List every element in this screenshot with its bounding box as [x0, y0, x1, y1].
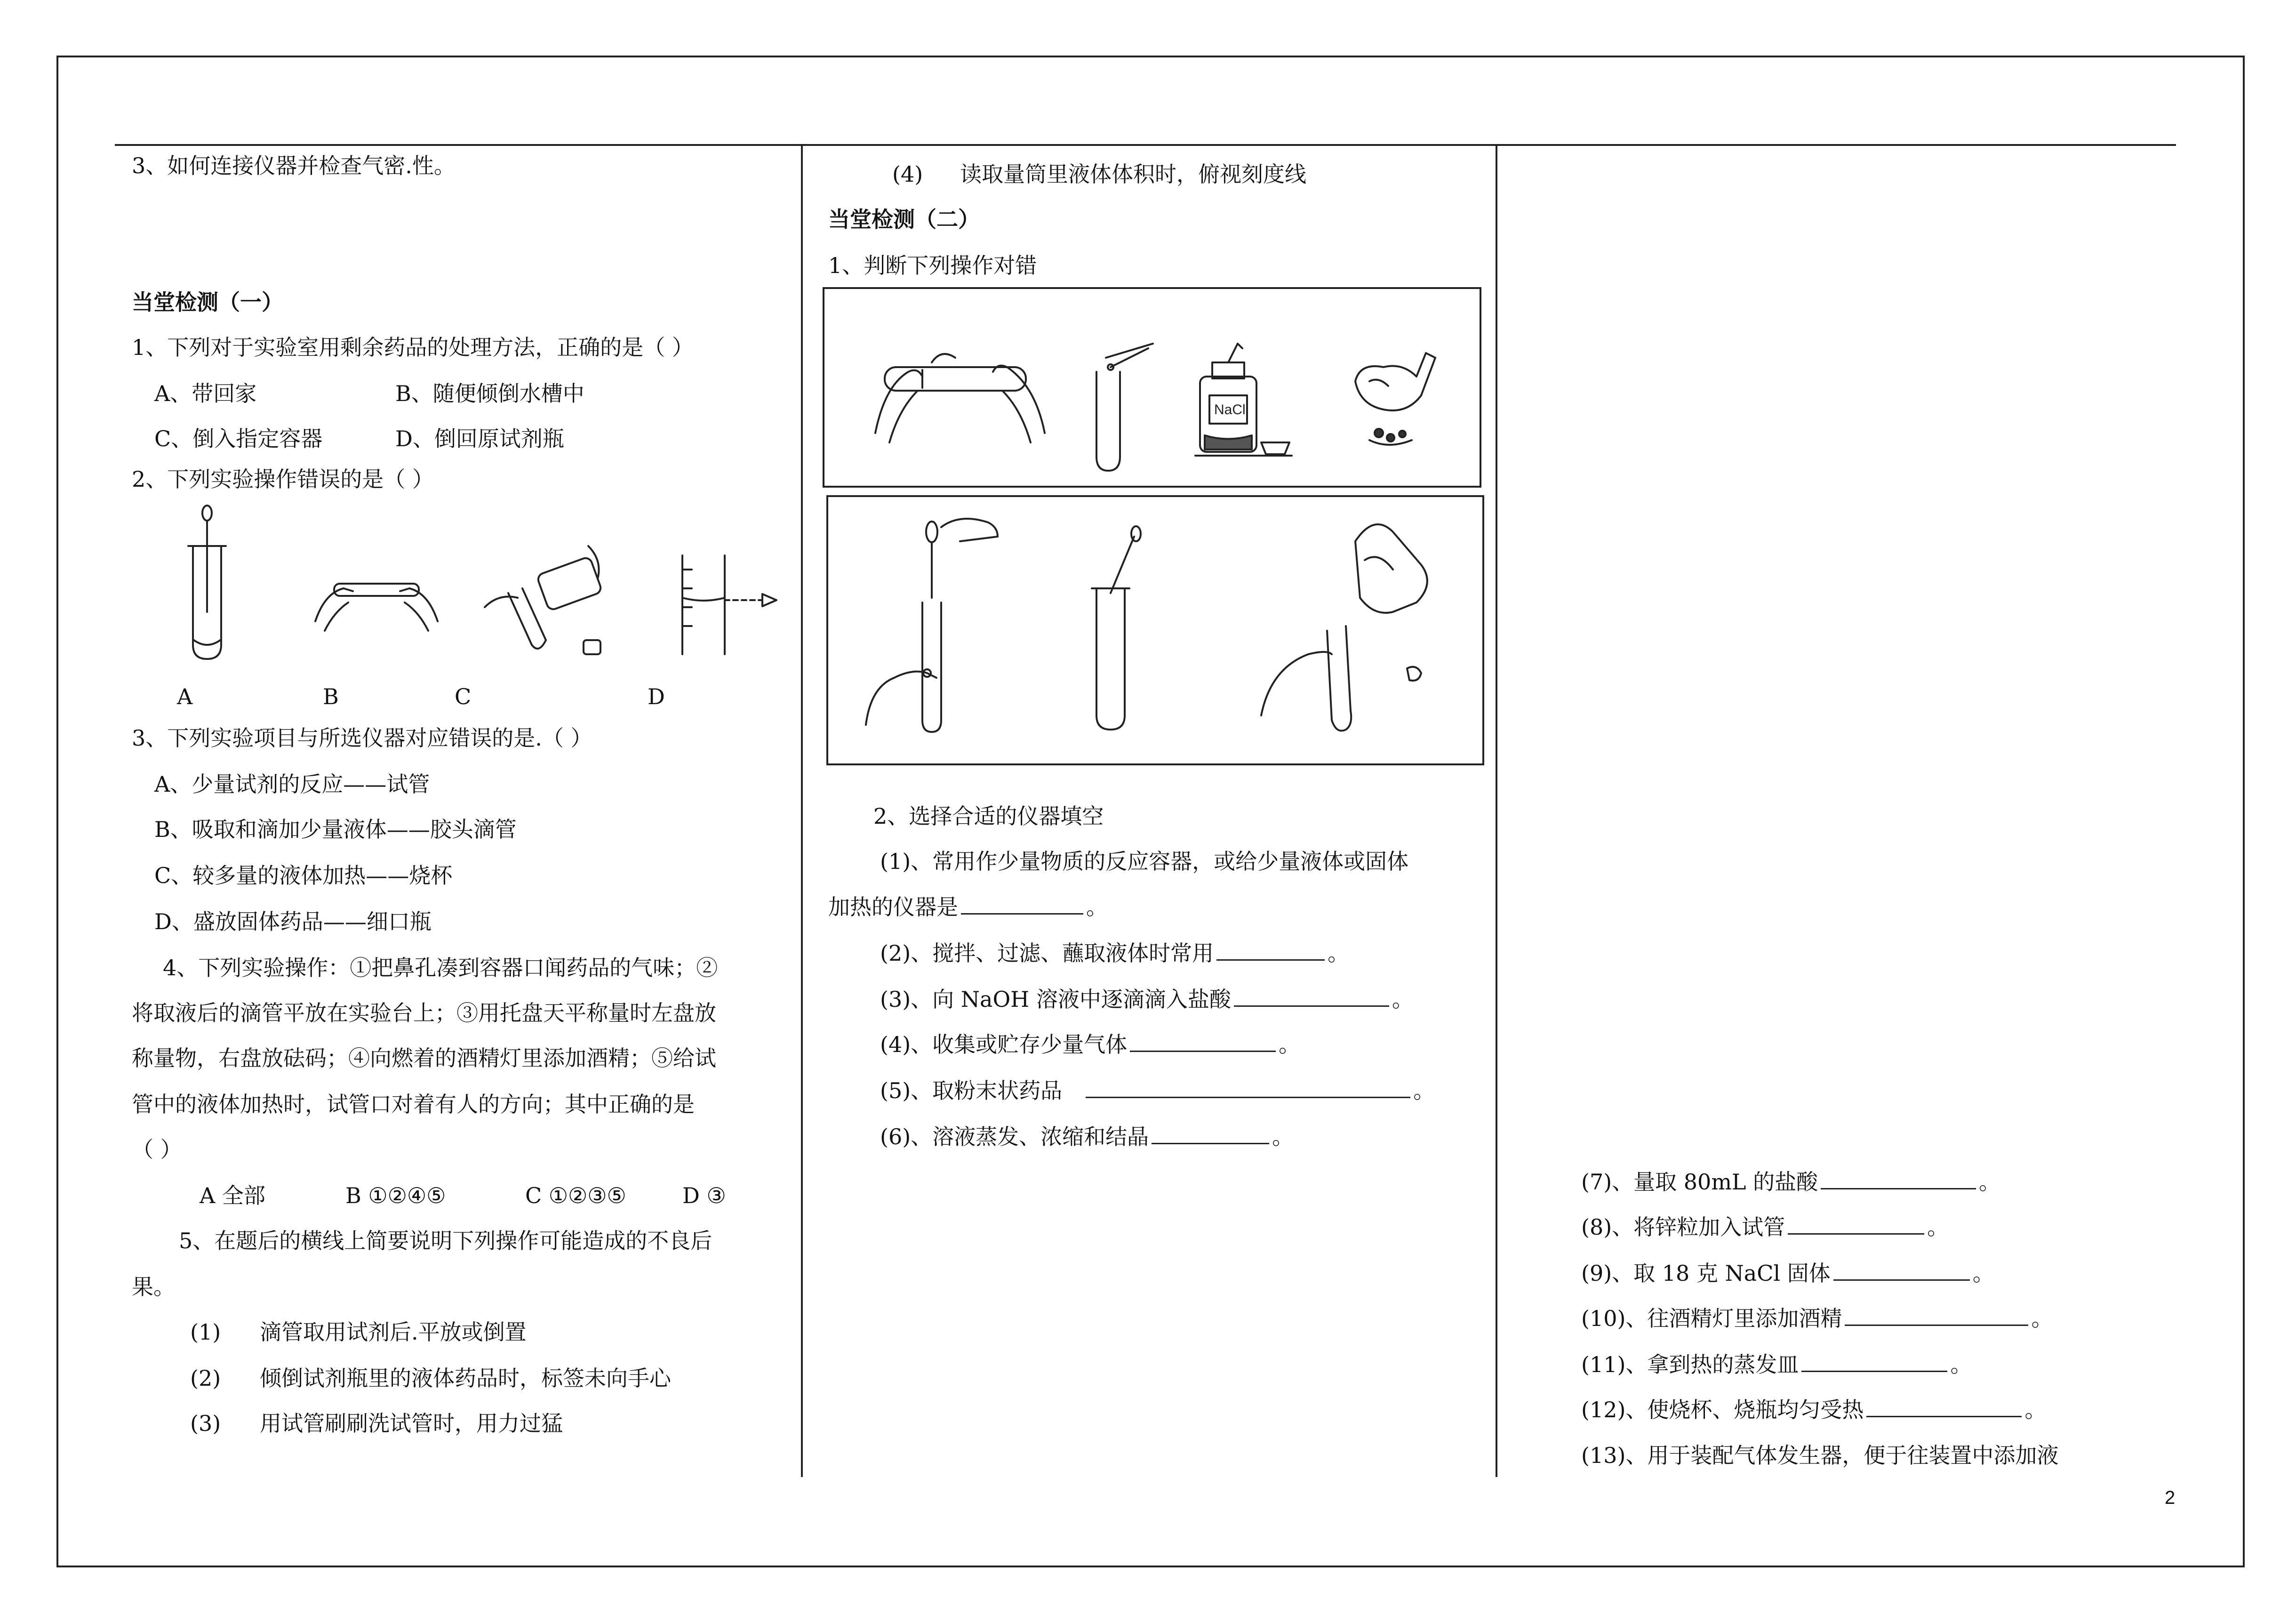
fig2-dropper-hands [856, 508, 1016, 744]
q1-stem: 1、下列对于实验室用剩余药品的处理方法，正确的是（ ） [132, 335, 694, 360]
q5-item-3-text: 用试管刷刷洗试管时，用力过猛 [260, 1411, 563, 1436]
fig1-hand-dropping-solid [1341, 344, 1445, 457]
q4-line-2: 将取液后的滴管平放在实验台上；③用托盘天平称量时左盘放 [132, 1000, 716, 1026]
section-heading-1: 当堂检测（一） [132, 289, 283, 315]
q3-option-d: D、盛放固体药品——细口瓶 [154, 909, 432, 934]
q3-option-b: B、吸取和滴加少量液体——胶头滴管 [154, 817, 517, 842]
q5-line-1: 5、在题后的横线上简要说明下列操作可能造成的不良后 [179, 1228, 712, 1253]
choose-instrument-title: 2、选择合适的仪器填空 [873, 803, 1104, 829]
connect-instruments-question: 3、如何连接仪器并检查气密.性。 [132, 153, 456, 178]
q5-item-2-text: 倾倒试剂瓶里的液体药品时，标签未向手心 [260, 1365, 671, 1391]
fig1-dropper-above-tube [1087, 339, 1162, 475]
q2-figure-d-cylinder-reading [673, 551, 781, 659]
fig1-nacl-bottle [1191, 339, 1294, 461]
q4-line-5: （ ） [132, 1137, 182, 1162]
column-divider-1 [801, 144, 803, 1477]
q4-line-1: 4、下列实验操作：①把鼻孔凑到容器口闻药品的气味；② [163, 955, 718, 980]
q5-item-2-num: (2) [190, 1365, 221, 1391]
q4-line-4: 管中的液体加热时，试管口对着有人的方向；其中正确的是 [132, 1092, 695, 1117]
q5-line-2: 果。 [132, 1274, 175, 1300]
q4-option-b: B ①②④⑤ [345, 1183, 446, 1208]
table-top-rule [115, 144, 2176, 146]
q4-option-c: C ①②③⑤ [525, 1183, 626, 1208]
fill-5: (5)、取粉末状药品 。 [880, 1076, 1435, 1105]
q4-option-a: A 全部 [200, 1183, 265, 1208]
q2-label-d: D [648, 684, 665, 709]
fill-11: (11)、拿到热的蒸发皿 。 [1581, 1350, 1972, 1379]
fill-1-line-b: 加热的仪器是 。 [828, 892, 1108, 921]
fill-4: (4)、收集或贮存少量气体 。 [880, 1030, 1300, 1059]
fill-13: (13)、用于装配气体发生器，便于往装置中添加液 [1581, 1443, 2059, 1468]
fill-1-line-a: (1)、常用作少量物质的反应容器，或给少量液体或固体 [880, 849, 1409, 874]
q2-figure-b-hands-tube [306, 565, 447, 640]
fill-6: (6)、溶液蒸发、浓缩和结晶 。 [880, 1122, 1294, 1151]
q2-label-c: C [455, 684, 472, 709]
column-divider-2 [1496, 144, 1497, 1477]
q4-line-3: 称量物，右盘放砝码；④向燃着的酒精灯里添加酒精；⑤给试 [132, 1045, 716, 1071]
q5-item-3-num: (3) [190, 1411, 221, 1436]
q2-label-a: A [177, 684, 193, 709]
q2-figure-a-dropper-in-tube [184, 504, 240, 664]
q5-item-4-text: 读取量筒里液体体积时，俯视刻度线 [960, 161, 1306, 187]
q5-item-1-num: (1) [190, 1319, 221, 1345]
judge-operations-title: 1、判断下列操作对错 [828, 253, 1037, 278]
q1-option-c: C、倒入指定容器 [154, 426, 323, 451]
section-heading-2: 当堂检测（二） [828, 207, 980, 232]
fill-7: (7)、量取 80mL 的盐酸 。 [1581, 1167, 2000, 1196]
q5-item-4-num: (4) [892, 161, 923, 187]
q1-option-a: A、带回家 [154, 381, 257, 406]
fill-2: (2)、搅拌、过滤、蘸取液体时常用 。 [880, 939, 1349, 967]
fill-10: (10)、往酒精灯里添加酒精 。 [1581, 1304, 2053, 1333]
fill-9: (9)、取 18 克 NaCl 固体 。 [1581, 1259, 1994, 1287]
q3-option-a: A、少量试剂的反应——试管 [154, 771, 430, 797]
q5-item-1-text: 滴管取用试剂后.平放或倒置 [260, 1319, 527, 1345]
svg-text:NaCl: NaCl [1214, 402, 1246, 418]
fill-12: (12)、使烧杯、烧瓶均匀受热 。 [1581, 1395, 2046, 1424]
q2-label-b: B [323, 684, 339, 709]
fig1-heating-tube-hands [866, 329, 1054, 452]
q1-option-d: D、倒回原试剂瓶 [395, 426, 564, 451]
q1-option-b: B、随便倾倒水槽中 [395, 381, 584, 406]
page-number: 2 [2165, 1487, 2176, 1508]
fill-3: (3)、向 NaOH 溶液中逐滴滴入盐酸 。 [880, 985, 1414, 1013]
q3-stem: 3、下列实验项目与所选仪器对应错误的是.（ ） [132, 725, 592, 751]
q3-option-c: C、较多量的液体加热——烧杯 [154, 863, 453, 888]
q2-figure-c-pouring-into-tube [480, 541, 621, 664]
fig2-pouring-solid [1252, 513, 1449, 734]
fill-8: (8)、将锌粒加入试管 。 [1581, 1212, 1949, 1241]
q4-option-d: D ③ [682, 1183, 726, 1208]
fig2-dropper-in-tube [1082, 527, 1148, 734]
q2-stem: 2、下列实验操作错误的是（ ） [132, 466, 434, 492]
